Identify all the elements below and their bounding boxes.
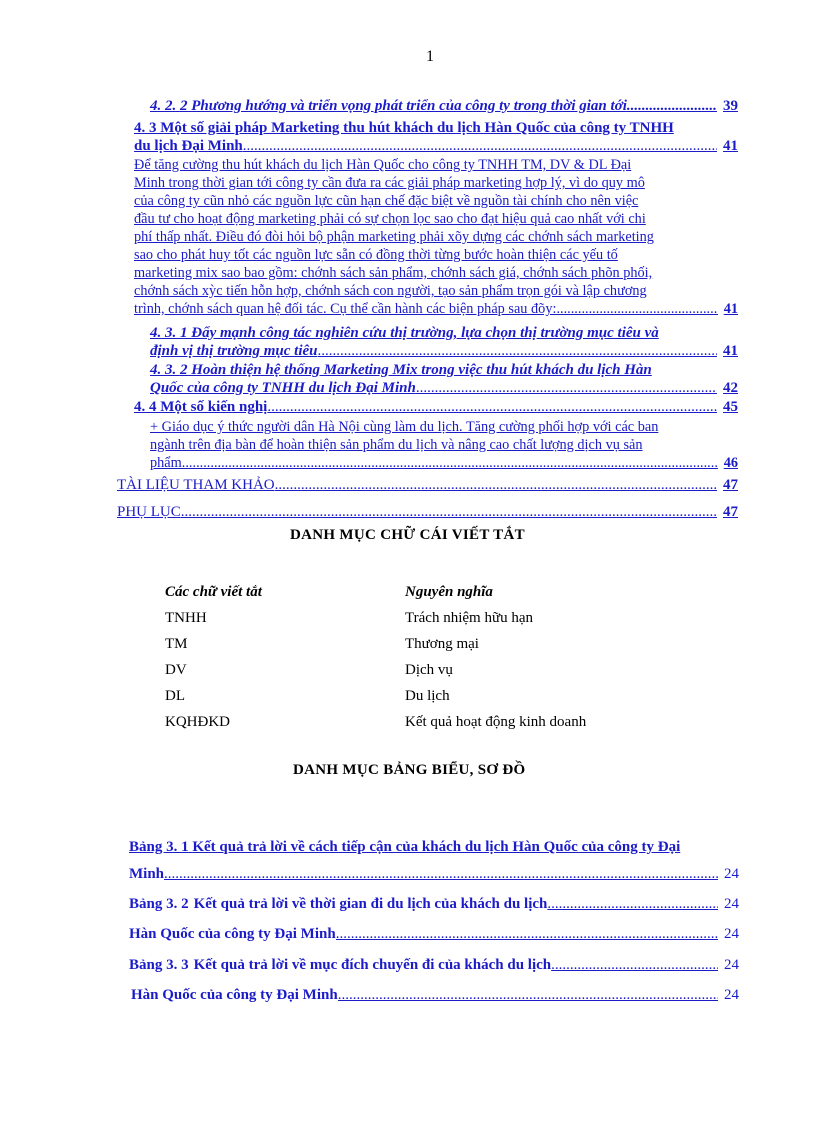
para-line: Để tăng cường thu hút khách du lịch Hàn Quốc cho công ty TNHH TM, DV & DL Đại (134, 157, 632, 173)
table-entry-3-1[interactable] (129, 866, 739, 883)
page-number: 1 (426, 48, 434, 65)
toc-entry-4-3-line1[interactable]: 4. 3 Một số giải pháp Marketing thu hút khách du lịch Hàn Quốc của công ty TNHH (134, 120, 674, 136)
tables-list-title: DANH MỤC BẢNG BIỂU, SƠ ĐỒ (293, 762, 526, 778)
table-page: 24 (724, 926, 739, 942)
para-line: phẩm. (150, 455, 186, 471)
toc-page: 41 (723, 301, 738, 317)
toc-leader (318, 342, 718, 360)
toc-page: 47 (723, 504, 738, 520)
para-line: ngành trên địa bàn để hoàn thiện sản phẩm du lịch và nâng cao chất lượng dịch vụ sản (150, 437, 643, 453)
toc-references[interactable] (117, 476, 738, 494)
toc-leader (551, 957, 718, 974)
table-text: Hàn Quốc của công ty Đại Minh (129, 926, 336, 942)
abbr-cell: TNHH (165, 609, 207, 626)
toc-paragraph[interactable] (134, 156, 738, 318)
toc-entry-4-4[interactable] (134, 398, 738, 416)
table-text: Minh (129, 866, 165, 882)
para-line: marketing mix sao bao gồm: chớnh sách sản phẩm, chớnh sách giá, chớnh sách phõn phối, (134, 265, 653, 281)
table-row (165, 657, 665, 683)
para-last-line: trình, chớnh sách quan hệ đối tác. Cụ thể cần hành các biện pháp sau đõy: (134, 301, 557, 317)
header-col-meaning: Nguyên nghĩa (405, 583, 493, 600)
meaning-cell: Dịch vụ (405, 661, 453, 678)
toc-page: 42 (723, 380, 738, 396)
toc-leader (275, 476, 717, 494)
table-label: Bảng 3. 1 (129, 839, 189, 855)
meaning-cell: Kết quả hoạt động kinh doanh (405, 713, 587, 730)
para-line: đầu tư cho hoạt động marketing phải có sự chọn lọc sao cho đạt hiệu quả cao nhất với chi (134, 211, 646, 227)
table-page: 24 (724, 866, 739, 882)
toc-page: 39 (723, 98, 738, 114)
toc-page: 41 (723, 138, 738, 154)
para-line: Minh trong thời gian tới công ty cần đưa ra các giải pháp marketing hợp lý, vì do quy mô (134, 175, 645, 191)
table-row (165, 683, 665, 709)
abbr-cell: DV (165, 661, 187, 678)
table-text: Kết quả trả lời về mục đích chuyến đi của khách du lịch (193, 957, 552, 973)
toc-page: 46 (723, 455, 738, 471)
meaning-cell: Trách nhiệm hữu hạn (405, 609, 533, 626)
toc-entry-text: 4. 2. 2 Phương hướng và triển vọng phát triển của công ty trong thời gian tới (150, 98, 627, 114)
table-row (165, 709, 665, 735)
abbreviations-header (165, 579, 665, 605)
toc-entry-4-3-2-line1[interactable]: 4. 3. 2 Hoàn thiện hệ thống Marketing Mix trong việc thu hút khách du lịch Hàn (150, 362, 652, 378)
toc-page: 41 (723, 343, 738, 359)
table-text: Hàn Quốc của công ty Đại Minh (131, 987, 338, 1003)
table-text: Kết quả trả lời về cách tiếp cận của khách du lịch Hàn Quốc của công ty Đại (192, 839, 681, 855)
toc-leader (181, 503, 717, 521)
toc-page: 45 (723, 399, 738, 415)
table-entry-3-3-cont[interactable] (131, 987, 739, 1004)
header-col-abbr: Các chữ viết tắt (165, 583, 262, 600)
abbr-cell: DL (165, 687, 185, 704)
abbr-cell: KQHĐKD (165, 713, 230, 730)
para-line: phí thấp nhất. Điều đó đòi hỏi bộ phận marketing phải xõy dựng các chớnh sách marketing (134, 229, 654, 245)
table-label: Bảng 3. 2 (129, 896, 189, 912)
toc-entry-text: 4. 4 Một số kiến nghị (134, 399, 268, 415)
toc-leader (627, 97, 717, 115)
meaning-cell: Du lịch (405, 687, 450, 704)
table-text: Kết quả trả lời về thời gian đi du lịch của khách du lịch (193, 896, 548, 912)
toc-entry-4-3-2[interactable] (150, 379, 738, 397)
toc-page: 47 (723, 477, 738, 493)
table-entry-3-1-line1[interactable] (129, 839, 739, 856)
para-line: chớnh sách xỳc tiến hỗn hợp, chớnh sách con người, tạo sản phẩm trọn gói và lập chương (134, 283, 647, 299)
abbreviations-table (165, 579, 665, 735)
toc-leader (336, 926, 718, 943)
table-label: Bảng 3. 3 (129, 957, 189, 973)
toc-entry-4-2-2[interactable] (150, 97, 738, 115)
table-page: 24 (724, 896, 739, 912)
toc-entry-text: PHỤ LỤC (117, 504, 181, 520)
toc-leader (243, 137, 717, 155)
toc-entry-recommend[interactable] (150, 418, 738, 472)
toc-leader (267, 398, 717, 416)
table-row (165, 631, 665, 657)
toc-entry-4-3[interactable] (134, 137, 738, 155)
para-line: + Giáo dục ý thức người dân Hà Nội cùng làm du lịch. Tăng cường phối hợp với các ban (150, 419, 659, 435)
toc-entry-text: định vị thị trường mục tiêu (150, 343, 318, 359)
table-page: 24 (724, 957, 739, 973)
toc-leader (338, 987, 718, 1004)
toc-appendix[interactable] (117, 503, 738, 521)
para-line: sao cho phát huy tốt các nguồn lực sẵn có đồng thời từng bước hoàn thiện các yếu tố (134, 247, 618, 263)
toc-leader (164, 866, 718, 883)
table-entry-3-2-cont[interactable] (129, 926, 739, 943)
toc-leader (556, 300, 717, 318)
toc-leader (416, 379, 717, 397)
toc-entry-text: TÀI LIỆU THAM KHẢO (117, 477, 275, 493)
toc-entry-4-3-1[interactable] (150, 342, 738, 360)
table-page: 24 (724, 987, 739, 1003)
abbreviations-title: DANH MỤC CHỮ CÁI VIẾT TẮT (290, 527, 525, 543)
toc-leader (547, 896, 718, 913)
table-entry-3-3[interactable] (129, 957, 739, 974)
table-entry-3-2[interactable] (129, 896, 739, 913)
toc-entry-text: du lịch Đại Minh (134, 138, 243, 154)
table-row (165, 605, 665, 631)
abbr-cell: TM (165, 635, 188, 652)
para-line: của công ty cũn nhỏ các nguồn lực cũn hạn chế đặc biệt về nguồn tài chính cho nên việc (134, 193, 639, 209)
meaning-cell: Thương mại (405, 635, 479, 652)
toc-entry-4-3-1-line1[interactable]: 4. 3. 1 Đẩy mạnh công tác nghiên cứu thị trường, lựa chọn thị trường mục tiêu và (150, 325, 659, 341)
toc-entry-text: Quốc của công ty TNHH du lịch Đại Minh (150, 380, 416, 396)
toc-leader (185, 454, 717, 472)
